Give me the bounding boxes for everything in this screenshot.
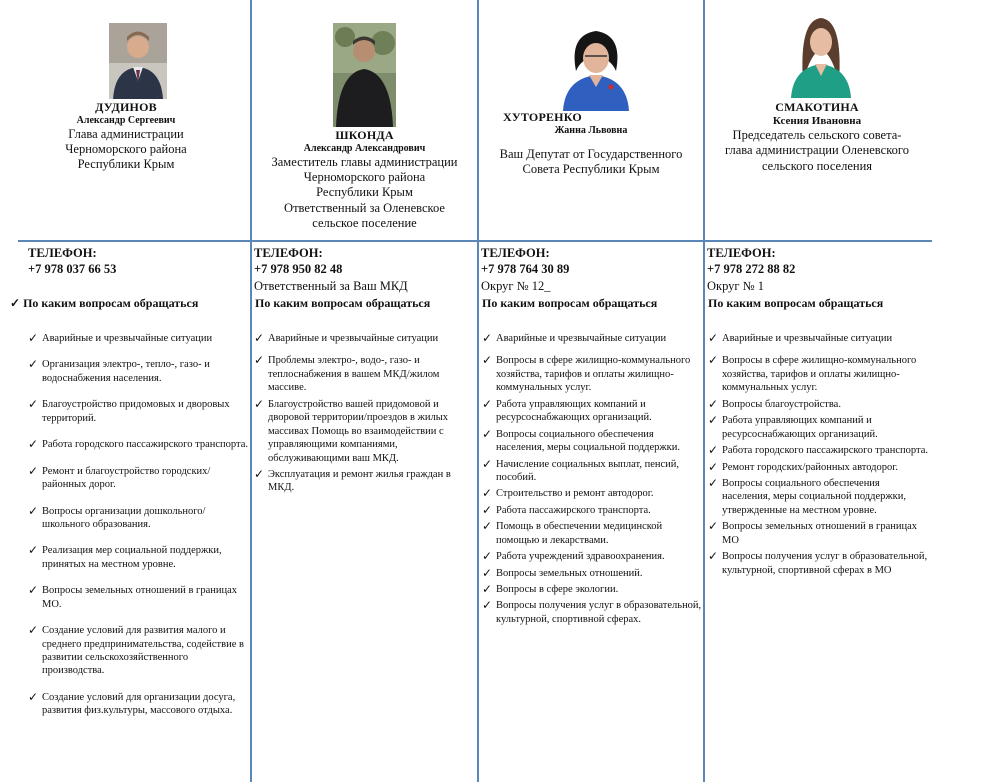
list-item: ✓ Вопросы социального обеспечения населения, меры социальной поддержки, утвержденные на местном уровне.: [708, 475, 906, 516]
check-icon: ✓: [28, 437, 39, 452]
phone-block: [28, 245, 116, 278]
check-icon: ✓: [482, 598, 493, 613]
list-item: ✓ Работа пассажирского транспорта.: [482, 502, 651, 517]
contact-role-line: Заместитель главы администрации: [271, 154, 458, 169]
contact-given-name: Александр Сергеевич: [76, 114, 176, 126]
list-item: ✓ Создание условий для организации досуга, развития физ.культуры, массового отдыха.: [28, 689, 236, 717]
list-item: ✓ Аварийные и чрезвычайные ситуации: [254, 331, 439, 345]
check-icon: ✓: [708, 331, 719, 345]
list-item: ✓ Аварийные и чрезвычайные ситуации: [708, 331, 893, 345]
list-item: ✓ Начисление социальных выплат, пенсий, пособий.: [482, 456, 680, 483]
portrait-photo: [333, 23, 396, 127]
contact-role-line: Глава администрации: [68, 126, 184, 141]
contact-role-line: Черноморского района: [65, 142, 187, 157]
check-icon: ✓: [10, 296, 21, 310]
check-icon: ✓: [708, 353, 719, 368]
check-icon: ✓: [482, 519, 493, 534]
contact-role-line: Черноморского района: [303, 170, 426, 185]
contact-header: [20, 100, 232, 173]
phone-block: [707, 245, 795, 294]
list-item: ✓ Вопросы социального обеспечения населения, меры социальной поддержки.: [482, 426, 680, 454]
phone-label: ТЕЛЕФОН:: [28, 246, 97, 260]
contact-surname: ДУДИНОВ: [95, 100, 157, 114]
list-item: ✓ Создание условий для развития малого и среднего предпринимательства, содействие в развитии сельскохозяйственного производства.: [28, 623, 244, 677]
check-icon: ✓: [482, 331, 493, 345]
check-icon: ✓: [28, 623, 39, 638]
list-item: ✓ Работа учреждений здравоохранения.: [482, 549, 665, 564]
list-item: ✓ Вопросы земельных отношений в границах МО: [708, 519, 918, 546]
list-item: ✓ Строительство и ремонт автодорог.: [482, 486, 654, 501]
check-icon: ✓: [254, 396, 265, 411]
contact-surname: ХУТОРЕНКО: [503, 110, 582, 124]
portrait-photo: [559, 25, 633, 111]
contact-role-line: сельского поселения: [761, 158, 873, 173]
questions-heading: По каким вопросам обращаться: [708, 296, 884, 310]
contact-column-3: [479, 0, 703, 782]
check-icon: ✓: [708, 396, 719, 411]
contact-role-line: сельское поселение: [312, 215, 417, 230]
contact-given-name: Жанна Львовна: [554, 124, 628, 136]
portrait-photo: [785, 12, 857, 98]
questions-heading: ✓ По каким вопросам обращаться: [10, 296, 199, 310]
list-item: ✓ Вопросы в сфере жилищно-коммунального хозяйства, тарифов и оплаты жилищно-коммунальных услуг.: [708, 353, 917, 394]
check-icon: ✓: [482, 549, 493, 564]
check-icon: ✓: [28, 397, 39, 412]
list-item: ✓ Вопросы получения услуг в образовательной, культурной, спортивной сферах.: [482, 598, 702, 625]
list-item: ✓ Ремонт и благоустройство городских/ районных дорог.: [28, 463, 211, 491]
list-item: ✓ Вопросы благоустройства.: [708, 396, 841, 411]
contact-header: [252, 128, 477, 231]
check-icon: ✓: [28, 357, 39, 372]
questions-heading: По каким вопросам обращаться: [482, 296, 658, 310]
list-item: ✓ Аварийные и чрезвычайные ситуации: [28, 331, 213, 345]
check-icon: ✓: [482, 565, 493, 580]
list-item: ✓ Реализация мер социальной поддержки, принятых на местном уровне.: [28, 543, 222, 570]
list-item: ✓ Вопросы земельных отношений в границах МО.: [28, 583, 238, 610]
list-item: ✓ Проблемы электро-, водо-, газо- и теплоснабжения в вашем МКД/жилом массиве.: [254, 353, 440, 394]
phone-number[interactable]: +7 978 950 82 48: [254, 262, 343, 277]
phone-label: ТЕЛЕФОН:: [481, 246, 550, 260]
contact-column-2: [252, 0, 477, 782]
contact-header: [479, 110, 703, 177]
check-icon: ✓: [708, 549, 719, 564]
contact-role-line: Республики Крым: [77, 157, 175, 172]
contact-column-1: [0, 0, 250, 782]
check-icon: ✓: [482, 396, 493, 411]
check-icon: ✓: [254, 353, 265, 368]
phone-number[interactable]: +7 978 272 88 82: [707, 262, 796, 277]
check-icon: ✓: [708, 475, 719, 490]
phone-note: Округ № 1: [707, 278, 764, 293]
questions-list: [482, 332, 702, 629]
contact-given-name: Ксения Ивановна: [772, 114, 862, 127]
phone-block: [254, 245, 408, 294]
check-icon: ✓: [708, 459, 719, 474]
check-icon: ✓: [482, 582, 493, 596]
list-item: ✓ Организация электро-, тепло-, газо- и водоснабжения населения.: [28, 357, 210, 384]
phone-block: [481, 245, 569, 294]
questions-list: [708, 332, 930, 580]
check-icon: ✓: [28, 689, 39, 704]
list-item: ✓ Аварийные и чрезвычайные ситуации: [482, 331, 667, 345]
check-icon: ✓: [254, 331, 265, 345]
contact-column-4: [705, 0, 935, 782]
contact-surname: ШКОНДА: [335, 128, 394, 142]
check-icon: ✓: [482, 353, 493, 368]
check-icon: ✓: [482, 486, 493, 501]
contact-role-line: Совета Республики Крым: [522, 162, 660, 177]
list-item: ✓ Эксплуатация и ремонт жилья граждан в МКД.: [254, 466, 451, 494]
list-item: ✓ Работа управляющих компаний и ресурсоснабжающих организаций.: [708, 413, 878, 440]
list-item: ✓ Вопросы в сфере жилищно-коммунального хозяйства, тарифов и оплаты жилищно-коммунальных услуг.: [482, 353, 691, 394]
list-item: ✓ Вопросы получения услуг в образовательной, культурной, спортивной сферах в МО: [708, 549, 928, 576]
list-item: ✓ Вопросы организации дошкольного/ школьного образования.: [28, 503, 206, 530]
list-item: ✓ Работа городского пассажирского транспорта.: [708, 443, 928, 458]
contact-role-line: Ответственный за Оленевское: [284, 200, 445, 215]
portrait-photo: [109, 23, 167, 99]
list-item: ✓ Вопросы в сфере экологии.: [482, 582, 619, 596]
phone-note: Ответственный за Ваш МКД: [254, 278, 408, 293]
check-icon: ✓: [708, 519, 719, 534]
check-icon: ✓: [482, 456, 493, 471]
questions-list: [254, 332, 476, 498]
phone-number[interactable]: +7 978 764 30 89: [481, 262, 570, 277]
check-icon: ✓: [708, 443, 719, 458]
check-icon: ✓: [28, 503, 39, 518]
questions-list: [28, 332, 248, 731]
contact-surname: СМАКОТИНА: [775, 100, 859, 114]
contact-role-line: Республики Крым: [316, 185, 413, 200]
list-item: ✓ Помощь в обеспечении медицинской помощью и лекарствами.: [482, 519, 663, 546]
check-icon: ✓: [28, 543, 39, 558]
contact-header: [705, 100, 929, 174]
questions-heading: По каким вопросам обращаться: [255, 296, 431, 310]
check-icon: ✓: [708, 413, 719, 428]
list-item: ✓ Вопросы земельных отношений.: [482, 565, 643, 580]
list-item: ✓ Работа управляющих компаний и ресурсоснабжающих организаций.: [482, 396, 652, 424]
list-item: ✓ Работа городского пассажирского транспорта.: [28, 437, 248, 452]
list-item: ✓ Ремонт городских/районных автодорог.: [708, 459, 899, 474]
list-item: ✓ Благоустройство придомовых и дворовых территорий.: [28, 397, 230, 424]
check-icon: ✓: [28, 583, 39, 598]
phone-label: ТЕЛЕФОН:: [254, 246, 323, 260]
contact-given-name: Александр Александрович: [303, 142, 426, 154]
contact-role-line: Председатель сельского совета-: [732, 128, 902, 143]
list-item: ✓ Благоустройство вашей придомовой и дворовой территории/проездов в жилых массивах Помощь во взаимодействии с управляющими компаниями, обслуживающими ваш МКД.: [254, 396, 449, 464]
check-icon: ✓: [482, 426, 493, 441]
contact-role-line: Ваш Депутат от Государственного: [499, 146, 683, 161]
phone-label: ТЕЛЕФОН:: [707, 246, 776, 260]
check-icon: ✓: [28, 331, 39, 345]
phone-note: Округ № 12_: [481, 278, 551, 293]
contact-role-line: глава администрации Оленевского: [725, 143, 909, 158]
check-icon: ✓: [254, 466, 265, 481]
check-icon: ✓: [482, 502, 493, 517]
check-icon: ✓: [28, 463, 39, 478]
phone-number[interactable]: +7 978 037 66 53: [28, 262, 117, 277]
